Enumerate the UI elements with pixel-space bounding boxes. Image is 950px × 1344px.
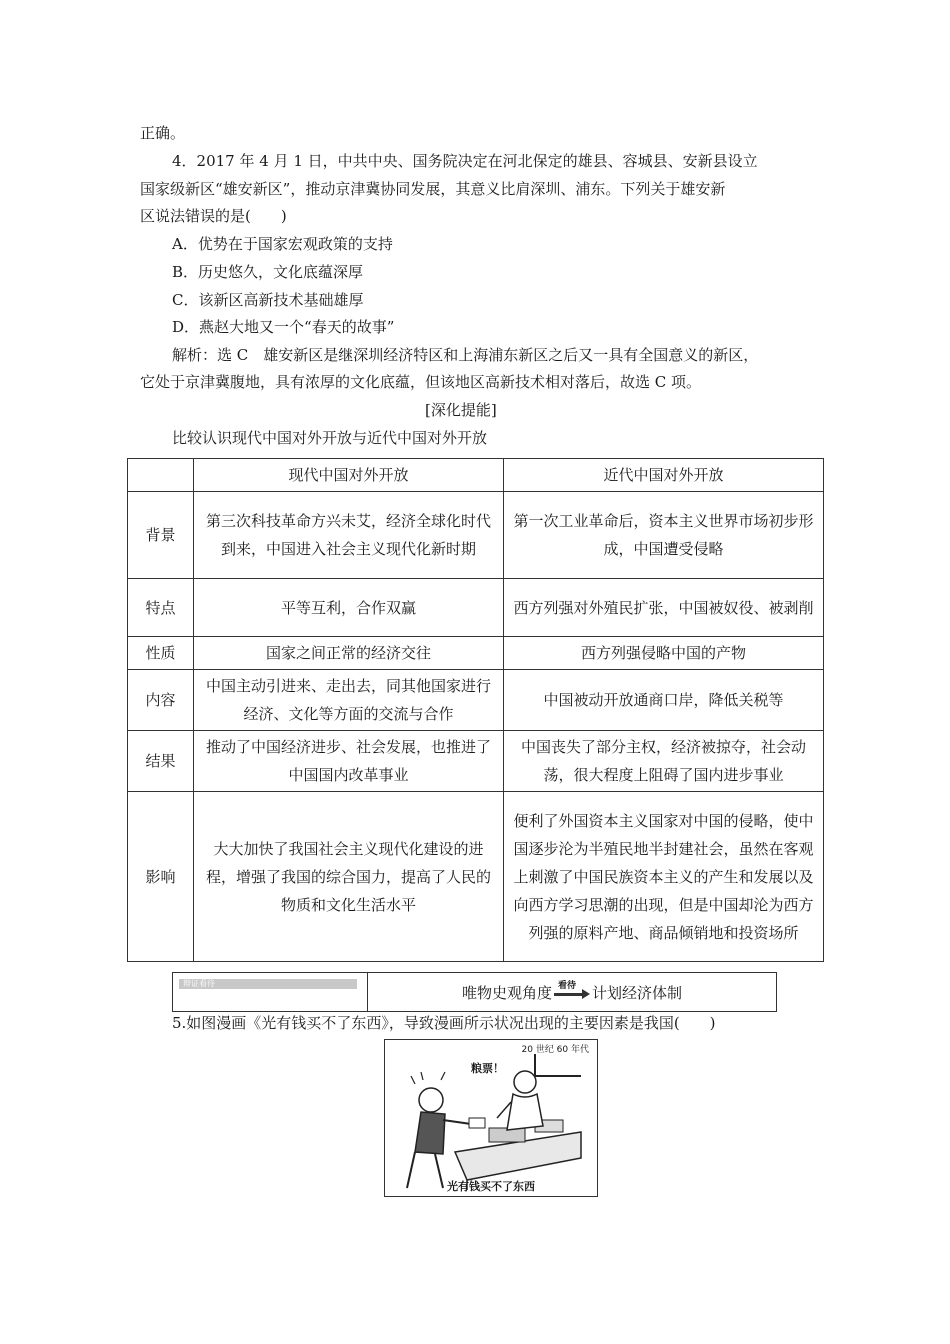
modern-cell: 国家之间正常的经济交往: [194, 637, 504, 670]
table-header-cell: [128, 459, 194, 492]
option-a: A．优势在于国家宏观政策的支持: [172, 235, 393, 253]
comparison-table: [127, 458, 824, 962]
modern-cell: 中国主动引进来、走出去，同其他国家进行经济、文化等方面的交流与合作: [194, 670, 504, 731]
concept-right-text: 计划经济体制: [592, 983, 683, 1002]
row-label: 影响: [128, 792, 194, 962]
cartoon-caption: 光有钱买不了东西: [447, 1180, 535, 1193]
concept-content: [368, 973, 776, 1011]
table-header-row: [128, 459, 824, 492]
table-header-cell: 近代中国对外开放: [504, 459, 824, 492]
table-intro: 比较认识现代中国对外开放与近代中国对外开放: [172, 429, 488, 447]
old-cell: 中国丧失了部分主权，经济被掠夺，社会动荡，很大程度上阻碍了国内进步事业: [504, 731, 824, 792]
modern-cell: 推动了中国经济进步、社会发展，也推进了中国国内改革事业: [194, 731, 504, 792]
modern-cell: 第三次科技革命方兴未艾，经济全球化时代到来，中国进入社会主义现代化新时期: [194, 492, 504, 579]
table-row: [128, 492, 824, 579]
question-4-line-3: 区说法错误的是( ): [140, 207, 287, 225]
old-cell: 西方列强对外殖民扩张，中国被奴役、被剥削: [504, 579, 824, 637]
option-c: C．该新区高新技术基础雄厚: [172, 291, 364, 309]
modern-cell: 大大加快了我国社会主义现代化建设的进程，增强了我国的综合国力，提高了人民的物质和文化生活水平: [194, 792, 504, 962]
table-row: [128, 670, 824, 731]
option-b: B．历史悠久，文化底蕴深厚: [172, 263, 364, 281]
row-label: 结果: [128, 731, 194, 792]
cartoon-era-label: 20 世纪 60 年代: [521, 1045, 589, 1055]
answer-line-1: 解析：选 C 雄安新区是继深圳经济特区和上海浦东新区之后又一具有全国意义的新区，: [172, 346, 759, 364]
modern-cell: 平等互利，合作双赢: [194, 579, 504, 637]
section-heading: [深化提能]: [425, 401, 497, 419]
arrow-label: 看待: [558, 981, 577, 991]
table-row: [128, 637, 824, 670]
old-cell: 中国被动开放通商口岸，降低关税等: [504, 670, 824, 731]
old-cell: 第一次工业革命后，资本主义世界市场初步形成，中国遭受侵略: [504, 492, 824, 579]
row-label: 特点: [128, 579, 194, 637]
concept-tag-area: [173, 973, 368, 1011]
table-row: [128, 792, 824, 962]
table-row: [128, 579, 824, 637]
row-label: 背景: [128, 492, 194, 579]
question-4-line-2: 国家级新区“雄安新区”，推动京津冀协同发展，其意义比肩深圳、浦东。下列关于雄安新: [140, 180, 726, 198]
table-header-cell: 现代中国对外开放: [194, 459, 504, 492]
cartoon-speech: 粮票！: [471, 1062, 504, 1075]
arrow-right-icon: [554, 982, 590, 1002]
concept-tag: 辩证看待: [179, 979, 357, 989]
row-label: 内容: [128, 670, 194, 731]
old-cell: 便利了外国资本主义国家对中国的侵略，使中国逐步沦为半殖民地半封建社会，虽然在客观上刺激了中国民族资本主义的产生和发展以及向西方学习思潮的出现，但是中国却沦为西方列强的原料产地、商品倾销地和投资场所: [504, 792, 824, 962]
old-cell: 西方列强侵略中国的产物: [504, 637, 824, 670]
paragraph-continuation: 正确。: [140, 124, 186, 142]
table-row: [128, 731, 824, 792]
row-label: 性质: [128, 637, 194, 670]
option-d: D．燕赵大地又一个“春天的故事”: [172, 318, 395, 336]
question-5: 5.如图漫画《光有钱买不了东西》，导致漫画所示状况出现的主要因素是我国( ): [172, 1014, 716, 1032]
question-4-line-1: 4．2017 年 4 月 1 日，中共中央、国务院决定在河北保定的雄县、容城县、安新县设立: [172, 152, 758, 170]
answer-line-2: 它处于京津冀腹地，具有浓厚的文化底蕴，但该地区高新技术相对落后，故选 C 项。: [140, 373, 702, 391]
concept-box: [172, 972, 777, 1012]
concept-left-text: 唯物史观角度: [461, 983, 552, 1002]
cartoon-illustration: [384, 1039, 598, 1197]
